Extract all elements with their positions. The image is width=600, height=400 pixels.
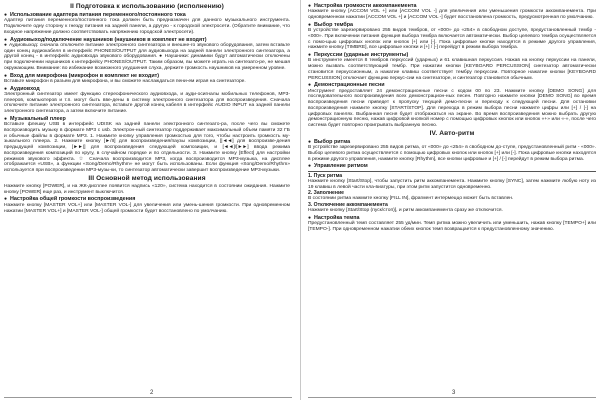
heading-demo-songs: ● Демонстрационные песни: [308, 82, 385, 89]
text-basic-use: Нажмите кнопку [POWER], и на ЖК-дисплее появится надпись «120», система находится в состоянии ожидания. Нажмите кнопку [POWER] еще раз, и инструмент выключится.: [4, 183, 290, 195]
heading-timbre: ● Выбор тембра: [308, 21, 354, 28]
page-left: [0, 0, 296, 400]
bullet-icon: ●: [4, 36, 8, 43]
section-title-preparation: II Подготовка к использованию (исполнению): [70, 3, 224, 10]
heading-accomp-volume: ● Настройка громкости аккомпанемента: [308, 3, 417, 9]
text-music-player: Вставьте флешку USB в интерфейс UDISK на задней панели электронного синтезато-ра, после чего вы сможете воспроизводить музыку в формате MP3 с usb. Электрон-ный синтезатор поддерживает максимальный объем памяти 32 ГБ и обычные файлы в формате MP3. 1. Нажмите кнопку управления громкостью для того, чтобы настроить громкость му-зыкального плеера. 2. Нажмите кнопку [►/II] для воспроизведения/паузы композиции, [|◄◄] для воспроизве-дения предыдущей композиции, [►►|] для воспроизведения следующей композиции, и [◄◄]/[►►] ввода режима воспроизведения композиций по кругу, в случайном порядке и по отдельности. 3. Нажмите кнопку [Effect] для настройки режимов звукового эффекта. ☆ Сначала воспроизводится MP3, когда воспроизводится MP3-музыка, на дисплее отображается «USB», а функции «Song/Demo/Rhythm» не могут быть использованы. Если функция «Song/Demo/Rhythm» используется при воспроизведении MP3-музы-ки, то синтезатор автоматически завершит воспроизведение MP3-музыки.: [4, 122, 290, 174]
text-fill-in: В состоянии ритма нажмите кнопку [FILL IN], фрагмент интермеццо может быть вставлен.: [308, 196, 514, 202]
text-timbre: В устройстве зарезервировано 255 видов тембров, от «000» до «254» в свободном доступе, предустановленный тембр - «000». При включении питания функция выбора тембра включается автоматически. Выбор целевого тембра осуществляется с помо-щью цифровых кнопок или кнопок [+] или [-]. Пока цифровые кнопки находятся в режиме другого управления, нажмите кнопку [TIMBRE], все цифровые кнопки и [+] / [-] перейдут в режим выбора тембра.: [308, 28, 596, 51]
subheading-accomp-off: 3. Отключение аккомпанемента: [308, 202, 388, 209]
page-number: 2: [150, 390, 154, 396]
text-audio-output: ● Аудиовыход: сначала отключите питание электронного синтезатора и внешне-го звукового оборудования, затем вставьте один конец аудиокабеля в интерфейс PHONES/OUTPUT для аудиовыхода на задней панели электронного синтезатора, а другой конец - в интерфейс аудиовхода звукового оборудования. ● Наушники: динамики будут автоматически отключены при подключении наушников к интерфейсу PHONES/OUTPUT. Таким образом, вы можете играть на синтезато-ре, не мешая окружающим. Внимание: во избежание возможного ухудшения слуха, держите громкость наушников на умеренном уровне.: [4, 42, 290, 71]
text-tempo: Предустановленный темп составляет 255 уд/мин. Темп ритма можно увеличить или уменьшить, нажав кнопку [TEMPO+] или [TEMPO-]. При одновременном нажатии обеих кнопок темп возвращается к предустановленному значению.: [308, 221, 596, 232]
heading-rhythm-control: ● Управление ритмом: [308, 163, 368, 170]
heading-percussion: ● Перкуссии (ударные инструменты): [308, 52, 409, 59]
heading-music-player: ● Музыкальный плеер: [4, 115, 66, 122]
text-mic-input: Вставьте микрофон в разъем для микрофона, и вы сможете наслаждаться пени-ем играя на синтезаторе.: [4, 78, 246, 84]
text-accomp-off: Нажмите кнопку [Start/Stop (пуск/стоп)], и ритм аккомпанемента сразу же отключится.: [308, 208, 503, 214]
bullet-icon: ●: [308, 82, 312, 89]
heading-rhythm-select: ● Выбор ритма: [308, 138, 351, 145]
page-divider: [300, 0, 301, 400]
text-accomp-volume: Нажмите кнопку [ACCOM VOL +] или [ACCOM VOL -] для увеличения или уменьшения громкости аккомпанемента. При одновременном нажатии [ACCOM VOL +] и [ACCOM VOL -] будет восстановлена громкость, предусмотренная по умолчанию.: [308, 9, 596, 21]
text-rhythm-select: В устройстве зарезервировано 255 видов ритма, от «000» до «254» в свободном до-ступе, предустановленный ритм - «000». Выбор целевого ритма осуществляется с помощью цифровых кнопок или кнопок [+] или [-]. Пока цифровые кнопки находятся в режиме другого управления, нажмите кнопку [Rhythm], все кнопки цифровые и [+] / [-] перейдут в режим выбора ритма.: [308, 145, 596, 162]
heading-audio-input: ● Аудиовход: [4, 85, 40, 92]
text-rhythm-start: Нажмите кнопку [Start/Stop], чтобы запустить ритм аккомпанемента. Нажмите кнопку [SYNC], затем нажмите любую ноту из 19 клавиш в левой части кла-виатуры, при этом ритм запустится одновременно.: [308, 178, 596, 190]
bullet-icon: ●: [4, 196, 8, 203]
bullet-icon: ●: [4, 72, 8, 79]
text-percussion: В инструменте имеется 8 тембров перкуссий (ударных) и 61 клавишная перкуссия. Нажав на кнопку перкуссии на панели, можно вызвать соответствующий тембр. При нажатии кнопки [KEYBOARD PERCUSSION] синтезатор автоматически становится перкуссионным, а нажатие клавиш соответствует тембру перкуссии. Повторное нажатие кнопки [KEYBOARD PERCUSSION] отключает функцию перкус-сии на синтезаторе, и синтезатор становится обычным.: [308, 58, 596, 81]
subheading-rhythm-start: 1. Пуск ритма: [308, 172, 343, 179]
heading-power-adapter: ● Использование адаптера питания переменного/постоянного тока: [4, 12, 186, 18]
page-number: 3: [452, 390, 456, 396]
bullet-icon: ●: [308, 163, 312, 170]
text-audio-input: Электронный синтезатор имеет функцию стереофонического аудиовхода, и ауди-осигналы мобильных телефонов, MP3-плееров, компьютеров и т.п. могут быть вве-дены в систему электронного синтезатора для воспроизведения. Сначала отключите питание электронного синтезатора, вставьте другой конец кабеля в интерфейс AUDIO INPUT на задней панели электронного синтезатора, а затем включите питание.: [4, 91, 290, 115]
bullet-icon: ●: [308, 3, 312, 9]
subheading-fill-in: 2. Заполнение: [308, 190, 344, 197]
section-title-auto-rhythm: IV. Авто-ритм: [429, 129, 475, 137]
footer-line: [4, 397, 292, 398]
section-title-basic-use: III Основной метод использования: [88, 174, 206, 182]
bullet-icon: ●: [308, 138, 312, 145]
bullet-icon: ●: [308, 52, 312, 59]
heading-audio-output: ● Аудиовыход/подключение наушников (наушников в комплект не входят): [4, 36, 207, 43]
heading-tempo: ● Настройка темпа: [308, 214, 360, 221]
page-right: [304, 0, 600, 400]
divider: [308, 171, 596, 172]
text-master-volume: Нажмите кнопку [MASTER VOL+] или [MASTER VOL-] для увеличения или умень-шения громкости. При одновременном нажатии [MASTER VOL+] и [MASTER VOL-] общей громкости будет восстановлено по умолчанию.: [4, 202, 290, 214]
heading-master-volume: ● Настройка общей громкости воспроизведения: [4, 196, 136, 203]
bullet-icon: ●: [308, 214, 312, 221]
text-power-adapter: Адаптер питания переменного/постоянного тока должен быть предназначен для данного музыкального инструмента. Подключите одну сторону к гнезду питания на задней панели, а другую - к городской электросети. (Обратите внимание, что входное напряжение должно соответствовать напряжению городской электросети).: [4, 18, 290, 35]
footer-line: [308, 397, 596, 398]
heading-mic-input: ● Вход для микрофона (микрофон в комплект не входит): [4, 72, 160, 79]
bullet-icon: ●: [4, 85, 8, 92]
bullet-icon: ●: [4, 12, 8, 18]
bullet-icon: ●: [308, 21, 312, 28]
text-demo-songs: Инструмент предоставляет 24 демонстрационные песни с кодом 00 по 23. Нажмите кнопку [DEMO SONG] для последовательного воспроизведения всех демонстрацион-ных песен. Повторно нажмите кнопки [DEMO SONG] во время воспроизведения песни приведет к пропуску текущей демо-песни и переходу к следующей песни. Для остановки воспроизведения нажмите кнопку [START/STOP]. Для перехода в режим выбора песни нажмите цифры или [+] / [-] на цифровых панелях. Выбранная песня будет отображаться на экране. Во время воспроизведения можно выбрать другую демонстрационную песню, нажав цифровой кнопкой номер с помощью цифровых кнопок или кнопок «+» или «-», после чего система будет повторно проигрывать выбранную песню.: [308, 88, 596, 129]
bullet-icon: ●: [4, 115, 8, 122]
